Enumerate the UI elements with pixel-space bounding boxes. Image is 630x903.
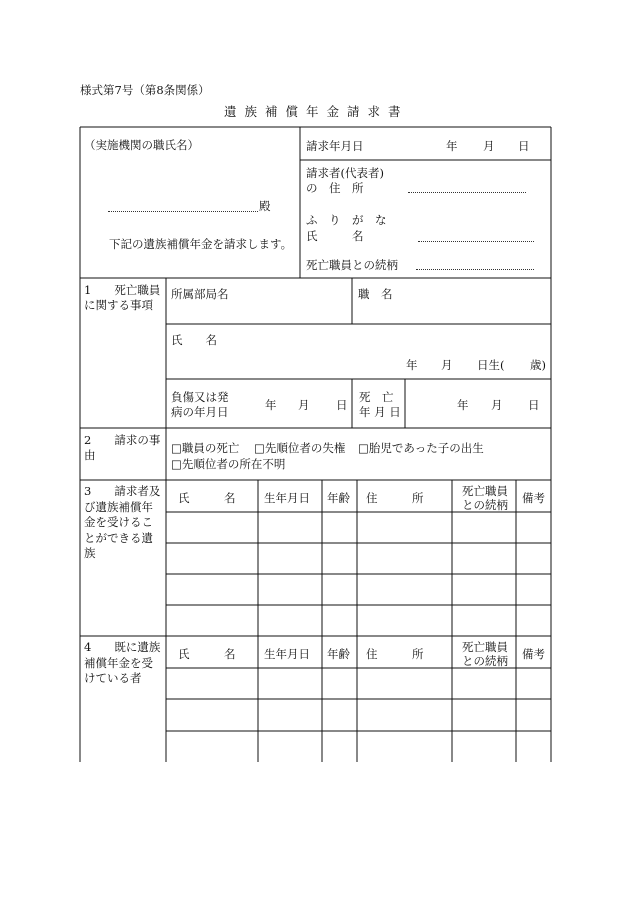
col-remarks-header: 備考 [522,491,545,505]
form-number: 様式第7号（第8条関係） [80,83,210,97]
relationship-label: 死亡職員との続柄 [306,258,398,272]
claimant-address-label: の 住 所 [306,181,364,195]
birth-day-label: 日生( [477,358,505,372]
birth-month: 月 [441,358,453,372]
age-label: 歳) [530,358,546,372]
request-date-label: 請求年月日 [306,139,364,153]
section4-title: 4 既に遺族補償年金を受けている者 [84,640,161,685]
claimant-address-field[interactable] [408,192,526,193]
position-label: 職 名 [358,287,393,301]
reason-death-checkbox[interactable]: □職員の死亡 [171,441,240,455]
birth-year: 年 [406,358,418,372]
injury-day: 日 [336,398,348,412]
agency-head-label: （実施機関の職氏名） [84,138,199,152]
section2-title: 2 請求の事由 [84,433,161,462]
reason-fetus-birth-checkbox[interactable]: □胎児であった子の出生 [358,441,484,455]
agency-head-field[interactable] [108,211,258,212]
form-title: 遺族補償年金請求書 [224,104,409,119]
col-relationship-header: 死亡職員との続柄 [462,484,508,512]
injury-month: 月 [298,398,310,412]
death-day: 日 [528,398,540,412]
col-relationship-header: 死亡職員との続柄 [462,640,508,668]
deceased-name-label: 氏 名 [171,333,217,347]
honorific: 殿 [259,199,271,213]
claimant-name-label: 氏 名 [306,229,364,243]
section1-title: 1 死亡職員に関する事項 [84,283,161,312]
request-date-year: 年 [446,139,458,153]
department-label: 所属部局名 [171,287,229,301]
col-address-header: 住 所 [366,647,424,661]
claimant-label: 請求者(代表者) [306,166,384,180]
request-date-month: 月 [483,139,495,153]
col-birthdate-header: 生年月日 [264,647,310,661]
furigana-label: ふ り が な [306,213,387,227]
injury-year: 年 [265,398,277,412]
col-address-header: 住 所 [366,491,424,505]
request-statement: 下記の遺族補償年金を請求します。 [109,237,293,251]
section3-title: 3 請求者及び遺族補償年金を受けることができる遺族 [84,484,161,560]
reason-forfeit-checkbox[interactable]: □先順位者の失権 [254,441,346,455]
injury-date-label: 負傷又は発病の年月日 [171,390,229,419]
col-name-header: 氏 名 [178,647,236,661]
death-month: 月 [491,398,503,412]
col-name-header: 氏 名 [178,491,236,505]
relationship-field[interactable] [416,269,534,270]
col-age-header: 年齢 [327,491,350,505]
col-remarks-header: 備考 [522,647,545,661]
death-date-label: 死 亡年 月 日 [359,390,401,419]
col-birthdate-header: 生年月日 [264,491,310,505]
death-year: 年 [457,398,469,412]
reason-missing-checkbox[interactable]: □先順位者の所在不明 [171,457,286,471]
claimant-name-field[interactable] [418,241,534,242]
request-date-day: 日 [518,139,530,153]
col-age-header: 年齢 [327,647,350,661]
